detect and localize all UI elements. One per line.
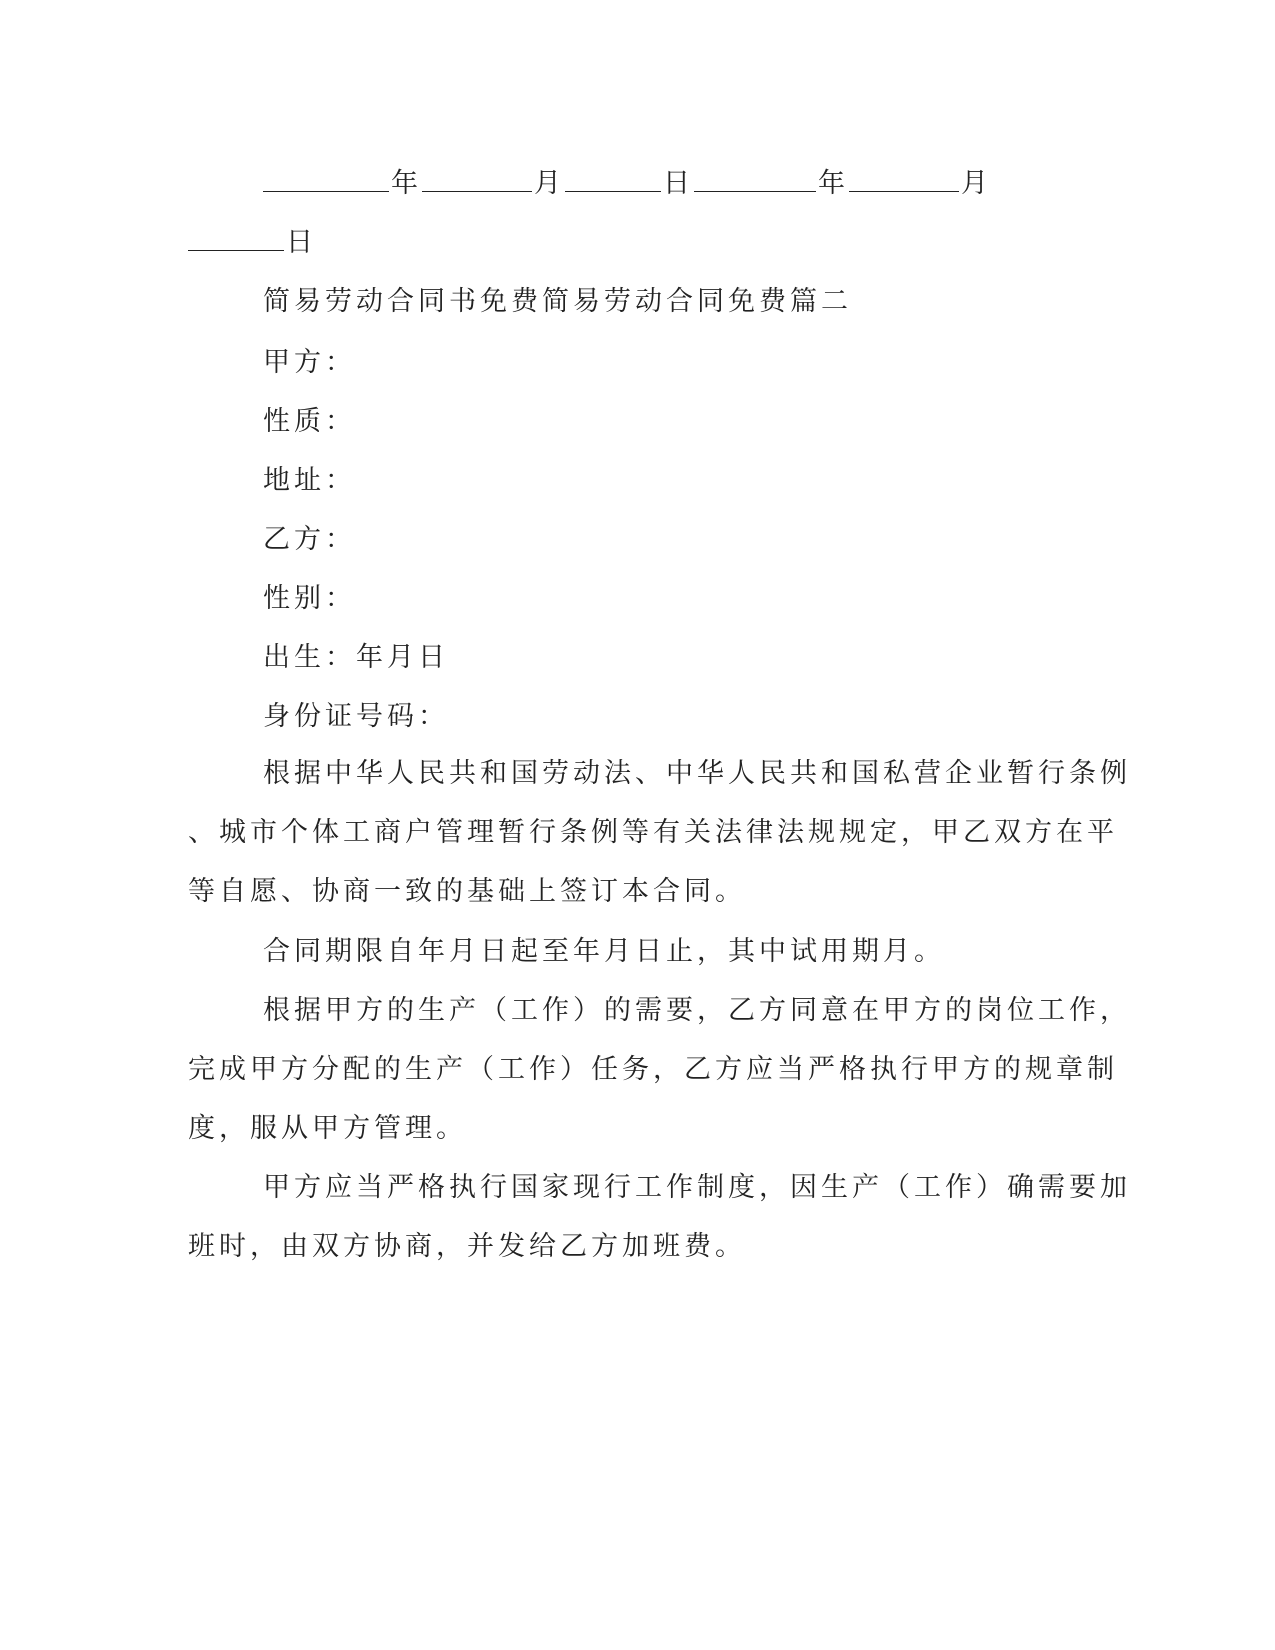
paragraph-3-line-1: 根据甲方的生产（工作）的需要，乙方同意在甲方的岗位工作， bbox=[263, 995, 1131, 1026]
paragraph-1-line-3: 等自愿、协商一致的基础上签订本合同。 bbox=[188, 876, 746, 907]
blank-month-1 bbox=[422, 167, 532, 192]
unit-month-1: 月 bbox=[534, 168, 565, 199]
paragraph-2-line-1: 合同期限自年月日起至年月日止，其中试用期月。 bbox=[263, 936, 945, 967]
paragraph-4-line-1: 甲方应当严格执行国家现行工作制度，因生产（工作）确需要加 bbox=[263, 1172, 1131, 1203]
field-address: 地址： bbox=[263, 465, 356, 496]
paragraph-1-line-1: 根据中华人民共和国劳动法、中华人民共和国私营企业暂行条例 bbox=[263, 758, 1131, 789]
paragraph-3-line-2: 完成甲方分配的生产（工作）任务，乙方应当严格执行甲方的规章制 bbox=[188, 1054, 1118, 1085]
blank-day-1 bbox=[565, 167, 661, 192]
field-id-number: 身份证号码： bbox=[263, 701, 449, 732]
blank-day-2 bbox=[188, 226, 284, 251]
blank-month-2 bbox=[849, 167, 959, 192]
field-birth: 出生：年月日 bbox=[263, 642, 449, 673]
date-line-wrap bbox=[188, 225, 317, 261]
paragraph-1-line-2: 、城市个体工商户管理暂行条例等有关法律法规规定，甲乙双方在平 bbox=[188, 817, 1118, 848]
unit-year-1: 年 bbox=[391, 168, 422, 199]
unit-year-2: 年 bbox=[818, 168, 849, 199]
field-gender: 性别： bbox=[263, 583, 356, 614]
document-title: 简易劳动合同书免费简易劳动合同免费篇二 bbox=[263, 286, 852, 317]
unit-day-2: 日 bbox=[286, 227, 317, 258]
unit-month-2: 月 bbox=[961, 168, 992, 199]
blank-year-1 bbox=[263, 167, 389, 192]
field-nature: 性质： bbox=[263, 406, 356, 437]
unit-day-1: 日 bbox=[663, 168, 694, 199]
field-party-a: 甲方： bbox=[263, 347, 356, 378]
paragraph-4-line-2: 班时，由双方协商，并发给乙方加班费。 bbox=[188, 1231, 746, 1262]
blank-year-2 bbox=[694, 167, 816, 192]
date-line bbox=[263, 166, 992, 202]
paragraph-3-line-3: 度，服从甲方管理。 bbox=[188, 1113, 467, 1144]
field-party-b: 乙方： bbox=[263, 524, 356, 555]
